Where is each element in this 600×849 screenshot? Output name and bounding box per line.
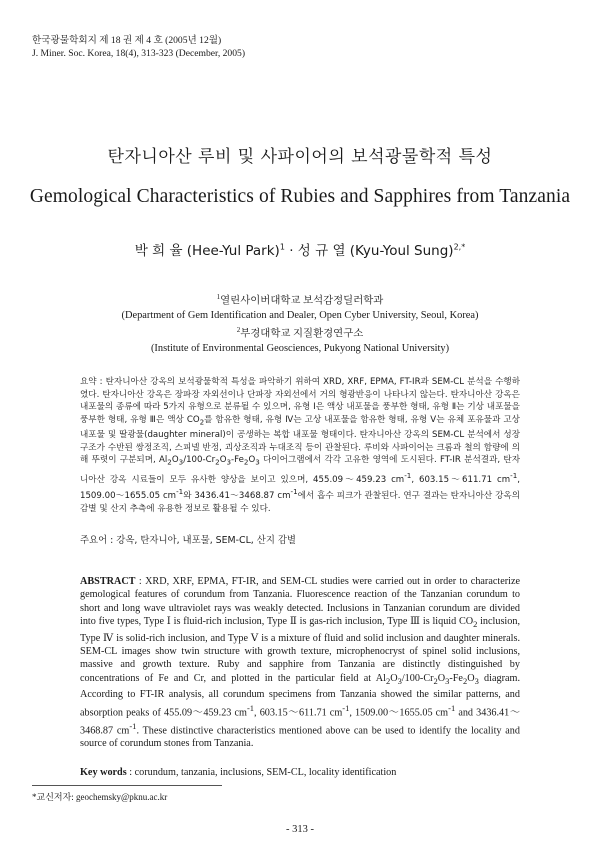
- affiliation-1-kr: [0, 290, 600, 309]
- abstract-en-text: -Fe: [449, 672, 463, 684]
- affiliation-2-mark: 2: [236, 326, 241, 335]
- abstract-kr-text: , 1509.00～1655.05 cm: [80, 474, 520, 501]
- corresponding-author-footnote: *교신저자: geochemsky@pknu.ac.kr: [32, 792, 168, 802]
- superscript: -1: [246, 702, 255, 713]
- abstract-en-text: diagram. According to FT-IR analysis, all corundum specimens from Tanzania showed the similar patterns, and absorption peaks of 455.09～459.23 cm: [80, 672, 520, 719]
- journal-header: [32, 34, 245, 60]
- keywords-en-label: Key words: [80, 767, 127, 778]
- abstract-en-text: inclusion, Type Ⅳ is solid-rich inclusion, and Type Ⅴ is a mixture of fluid and solid inclusion and daughter minerals. SEM-CL images show twin structure with growth texture, microphenocryst of spinel solid inclusions, massive and growth texture. Ruby and sapphire from Tanzania are distinctly distinguished by concentrations of Fe and Cr, and plotted in the particular field at Al: [80, 616, 520, 684]
- author-2: 성 규 열 (Kyu-Youl Sung): [297, 243, 454, 259]
- affiliations: [0, 290, 600, 357]
- subscript: 3: [397, 675, 402, 686]
- abstract-en-text: . These distinctive characteristics mentioned above can be used to identify the locality and source of corundum stones from Tanzania.: [80, 724, 520, 750]
- subscript: 2: [199, 417, 205, 427]
- affiliation-2-kr-text: 부경대학교 지질환경연구소: [240, 328, 364, 340]
- abstract-en-text: O: [467, 672, 475, 684]
- journal-line-kr: 한국광물학회지 제 18 권 제 4 호 (2005년 12월): [32, 35, 222, 46]
- keywords-kr-label: 주요어 :: [80, 535, 117, 546]
- abstract-kr-text: -Fe: [231, 455, 244, 466]
- abstract-kr-text: /100-Cr: [183, 455, 216, 466]
- author-1-affil-mark: 1: [279, 242, 285, 252]
- author-2-affil-mark: 2,*: [453, 242, 466, 252]
- abstract-kr-text: 에서 흡수 피크가 관찰된다. 연구 결과는 탄자니아산 강옥의 감별 및 산지 추측에 유용한 정보로 활용될 수 있다.: [80, 490, 521, 514]
- abstract-en-text: O: [390, 672, 398, 684]
- abstract-kr-text: O: [219, 455, 227, 466]
- abstract-kr-text: 를 함유한 형태, 유형 Ⅳ는 고상 내포물을 함유한 형태, 유형 Ⅴ는 유체 포유물과 고상 내포물 및 딸광물(daughter mineral)이 공생하는 복합 내포물 형태이다. 탄자니아산 강옥의 SEM-CL 분석에서 성장구조가 수반된 쌍정조직, 스피넬 반정, 괴상조직과 누대조직 등이 관찰된다. 루비와 사파이어는 크롬과 철의 함량에 의해 뚜렷이 구분되며, Al: [80, 414, 520, 466]
- abstract-kr-text: 탄자니아산 강옥의 보석광물학적 특성을 파악하기 위하여 XRD, XRF, EPMA, FT-IR과 SEM-CL 분석을 수행하였다. 탄자니아산 강옥은 장파장 자외선이나 단파장 자외선에서 거의 형광반응이 나타나지 않는다. 탄자니아산 강옥은 내포물의 종류에 따라 5가지 유형으로 분류될 수 있으며, 유형 Ⅰ은 액상 내포물을 풍부한 형태, 유형 Ⅱ는 기상 내포물을 풍부한 형태, 유형 Ⅲ은 액상 CO: [80, 377, 520, 425]
- author-separator: ·: [284, 243, 298, 259]
- subscript: 3: [474, 675, 479, 686]
- abstract-en-text: and 3436.41～3468.87 cm: [80, 707, 521, 736]
- superscript: -1: [290, 487, 298, 497]
- journal-line-en: J. Miner. Soc. Korea, 18(4), 313-323 (December, 2005): [32, 48, 246, 59]
- affiliation-1-en: (Department of Gem Identification and Dealer, Open Cyber University, Seoul, Korea): [121, 309, 479, 321]
- affiliation-1-kr-text: 열린사이버대학교 보석감정딜러학과: [220, 295, 384, 307]
- page-number: - 313 -: [286, 824, 314, 835]
- abstract-en-colon: :: [135, 576, 146, 587]
- abstract-kr-text: O: [248, 455, 256, 466]
- subscript: 3: [445, 675, 450, 686]
- abstract-en-text: XRD, XRF, EPMA, FT-IR, and SEM-CL studies were carried out in order to characterize gemological features of corundum from Tanzania. Fluorescence reaction of the Tanzanian corundum to short and long wave ultraviolet rays was weakly detected. Inclusions in Tanzanian corundum are divided into five types, Type Ⅰ is fluid-rich inclusion, Type Ⅱ is gas-rich inclusion, Type Ⅲ is liquid CO: [80, 576, 520, 628]
- subscript: 2: [215, 458, 220, 467]
- subscript: 2: [167, 458, 172, 467]
- subscript: 3: [255, 458, 260, 467]
- keywords-english: [80, 767, 520, 778]
- affiliation-2-kr: [0, 323, 600, 342]
- subscript: 2: [243, 458, 249, 467]
- author-1: 박 희 율 (Hee-Yul Park): [134, 243, 280, 259]
- title-english: Gemological Characteristics of Rubies and Sapphires from Tanzania: [29, 186, 571, 207]
- subscript: 3: [178, 458, 184, 467]
- abstract-en-text: O: [437, 672, 446, 684]
- subscript: 2: [473, 619, 478, 630]
- superscript: -1: [448, 702, 456, 713]
- abstract-kr-text: , 603.15～611.71 cm: [411, 474, 511, 485]
- abstract-en-text: /100-Cr: [401, 672, 434, 684]
- abstract-en-label: ABSTRACT: [80, 576, 136, 587]
- keywords-kr-text: 강옥, 탄자니아, 내포물, SEM-CL, 산지 감별: [116, 535, 296, 546]
- title-korean: 탄자니아산 루비 및 사파이어의 보석광물학적 특성: [107, 147, 493, 167]
- superscript: -1: [510, 470, 518, 480]
- abstract-kr-label: 요약 :: [80, 377, 106, 387]
- subscript: 2: [385, 675, 391, 686]
- affiliation-1-mark: 1: [216, 293, 221, 301]
- keywords-en-colon: :: [126, 767, 135, 778]
- superscript: -1: [129, 720, 137, 731]
- abstract-kr-text: 다이어그램에서 각각 고유한 영역에 도시된다. FT-IR 분석결과, 탄자니아산 강옥 시료들이 모두 유사한 양상을 보이고 있으며, 455.09～459.23 cm: [80, 455, 520, 485]
- keywords-en-text: corundum, tanzania, inclusions, SEM-CL, locality identification: [134, 767, 397, 778]
- abstract-kr-text: 와 3436.41～3468.87 cm: [183, 490, 291, 501]
- superscript: -1: [176, 487, 184, 497]
- abstract-en-text: , 1509.00～1655.05 cm: [349, 707, 449, 719]
- abstract-english: [80, 575, 520, 751]
- author-line: [0, 239, 600, 259]
- affiliation-2-en: (Institute of Environmental Geosciences, Pukyong National University): [150, 343, 450, 355]
- abstract-en-text: , 603.15～611.71 cm: [254, 707, 343, 719]
- superscript: -1: [342, 702, 350, 713]
- abstract-korean: [80, 376, 520, 515]
- abstract-kr-text: O: [171, 455, 179, 466]
- keywords-korean: [80, 532, 520, 546]
- subscript: 2: [462, 675, 468, 686]
- superscript: -1: [404, 470, 412, 480]
- subscript: 2: [433, 675, 438, 686]
- subscript: 3: [226, 458, 232, 467]
- footnote-divider: [32, 785, 222, 786]
